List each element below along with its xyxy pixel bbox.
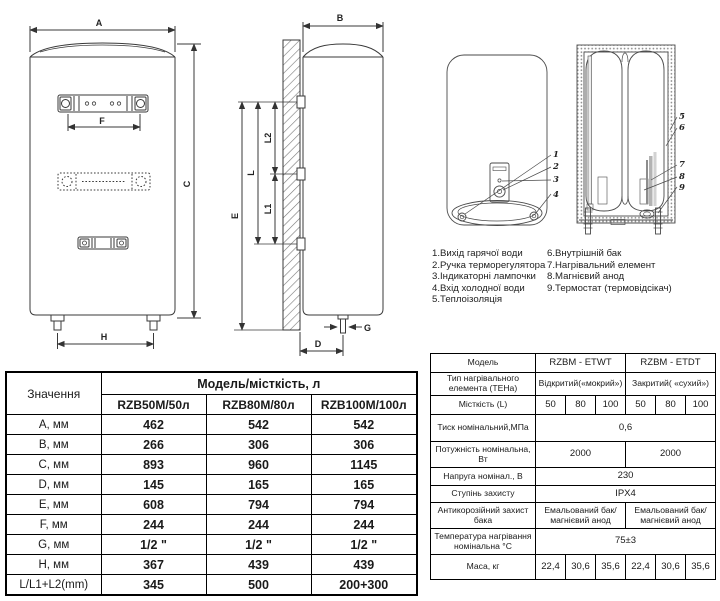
cell: Емальований бак/ магнієвий анод: [536, 503, 626, 529]
cross-section-drawing: [577, 45, 677, 234]
model-column-header: RZB50M/50л: [101, 395, 206, 415]
row-label: Температура нагрівання номінальна °С: [431, 529, 536, 555]
row-label: Місткість (L): [431, 396, 536, 415]
row-label: Потужність номінальна, Вт: [431, 442, 536, 468]
cell: RZBM - ETWT: [536, 354, 626, 373]
dim-g-label: G: [364, 323, 372, 333]
cell: 542: [311, 415, 417, 435]
dim-d-label: D: [314, 339, 322, 349]
legend-item: 8.Магнієвий анод: [547, 271, 625, 283]
cell: IPX4: [536, 486, 716, 503]
cell: 50: [626, 396, 656, 415]
cell: 439: [206, 555, 311, 575]
callout-6: 6: [679, 123, 685, 133]
row-label: Тиск номінальний,МПа: [431, 415, 536, 442]
cell: 100: [686, 396, 716, 415]
row-label: В, мм: [6, 435, 101, 455]
cell: 230: [536, 468, 716, 486]
legend-column-1: [432, 248, 545, 306]
callout-4: 4: [553, 190, 559, 200]
table-row: [431, 442, 716, 468]
cell: 1/2 ": [311, 535, 417, 555]
table-row: [431, 415, 716, 442]
callout-1: 1: [553, 150, 559, 160]
cell: Закритий( «сухий»): [626, 373, 716, 396]
cell: 30,6: [656, 555, 686, 580]
row-label: G, мм: [6, 535, 101, 555]
cell: 500: [206, 575, 311, 596]
row-label: Модель: [431, 354, 536, 373]
callout-5: 5: [679, 112, 685, 122]
cell: 30,6: [566, 555, 596, 580]
table-row: [431, 468, 716, 486]
legend-column-2: [547, 248, 672, 294]
cell: 50: [536, 396, 566, 415]
cell: 1145: [311, 455, 417, 475]
dim-f-label: F: [99, 116, 105, 126]
cell: RZBM - ETDT: [626, 354, 716, 373]
cell: Емальований бак/ магнієвий анод: [626, 503, 716, 529]
model-column-header: RZB80M/80л: [206, 395, 311, 415]
table-row: [431, 373, 716, 396]
cell: 345: [101, 575, 206, 596]
cell: 306: [311, 435, 417, 455]
table-row: [6, 435, 417, 455]
row-label: Антикорозійний захист бака: [431, 503, 536, 529]
row-label: Тип нагрівального елемента (ТЕНа): [431, 373, 536, 396]
construction-drawings: [430, 30, 720, 245]
table-row: [6, 455, 417, 475]
cell: 100: [596, 396, 626, 415]
row-label: С, мм: [6, 455, 101, 475]
legend-item: 9.Термостат (термовідсікач): [547, 282, 672, 294]
table-row: [431, 555, 716, 580]
row-label: F, мм: [6, 515, 101, 535]
cell: 960: [206, 455, 311, 475]
legend-item: 5.Теплоізоляція: [432, 294, 503, 306]
row-label: D, мм: [6, 475, 101, 495]
legend-item: 3.Індикаторні лампочки: [432, 271, 536, 283]
legend-item: 6.Внутрішній бак: [547, 248, 622, 259]
cell: 244: [311, 515, 417, 535]
row-label: Н, мм: [6, 555, 101, 575]
table-row: [431, 486, 716, 503]
cell: 35,6: [596, 555, 626, 580]
table-row: [6, 575, 417, 596]
cell: 1/2 ": [206, 535, 311, 555]
table-row: [6, 495, 417, 515]
dim-b-label: B: [336, 13, 344, 23]
cell: 608: [101, 495, 206, 515]
row-label: Ступінь захисту: [431, 486, 536, 503]
cell: 165: [311, 475, 417, 495]
cell: 462: [101, 415, 206, 435]
table-row: [431, 529, 716, 555]
dim-a-label: A: [95, 18, 103, 28]
cell: 306: [206, 435, 311, 455]
dim-h-label: H: [100, 332, 108, 342]
table-row: [6, 515, 417, 535]
dim-l-label: L: [246, 170, 256, 176]
cell: 80: [656, 396, 686, 415]
table-row: [6, 475, 417, 495]
table-row: [431, 354, 716, 373]
row-label: Напруга номінал., В: [431, 468, 536, 486]
cell: 75±3: [536, 529, 716, 555]
model-column-header: RZB100M/100л: [311, 395, 417, 415]
cell: 80: [566, 396, 596, 415]
legend-item: 1.Вихід гарячої води: [432, 248, 523, 259]
table-row: [431, 503, 716, 529]
callout-2: 2: [553, 162, 559, 172]
table-row: [6, 555, 417, 575]
cell: Відкритий(«мокрий»): [536, 373, 626, 396]
cell: 0,6: [536, 415, 716, 442]
specifications-table: [430, 353, 716, 580]
cell: 439: [311, 555, 417, 575]
cell: 22,4: [626, 555, 656, 580]
cell: 367: [101, 555, 206, 575]
cell: 244: [206, 515, 311, 535]
dimensions-table: [5, 371, 418, 596]
cell: 2000: [536, 442, 626, 468]
exterior-view-drawing: [447, 55, 551, 226]
table-header-model-group: Модель/місткість, л: [101, 372, 417, 395]
cell: 165: [206, 475, 311, 495]
callout-8: 8: [679, 172, 685, 182]
cell: 200+300: [311, 575, 417, 596]
front-view-drawing: [30, 26, 201, 349]
row-label: Е, мм: [6, 495, 101, 515]
row-label: Маса, кг: [431, 555, 536, 580]
table-header-values: Значення: [6, 372, 101, 415]
dim-l1-label: L1: [263, 203, 273, 215]
wall-hatch: [283, 40, 300, 330]
dim-e-label: E: [230, 212, 240, 220]
row-label: L/L1+L2(mm): [6, 575, 101, 596]
callout-3: 3: [553, 175, 559, 185]
cell: 266: [101, 435, 206, 455]
table-row: [6, 415, 417, 435]
cell: 244: [101, 515, 206, 535]
cell: 794: [206, 495, 311, 515]
cell: 794: [311, 495, 417, 515]
cell: 2000: [626, 442, 716, 468]
side-view-drawing: [234, 22, 383, 356]
row-label: А, мм: [6, 415, 101, 435]
cell: 893: [101, 455, 206, 475]
table-row: [431, 396, 716, 415]
cell: 145: [101, 475, 206, 495]
cell: 35,6: [686, 555, 716, 580]
legend-item: 2.Ручка терморегулятора: [432, 259, 546, 271]
cell: 1/2 ": [101, 535, 206, 555]
cell: 542: [206, 415, 311, 435]
dimensional-drawings: [0, 0, 430, 360]
callout-7: 7: [679, 160, 685, 170]
legend-item: 7.Нагрівальний елемент: [547, 259, 656, 271]
legend-item: 4.Вхід холодної води: [432, 282, 525, 294]
table-row: [6, 535, 417, 555]
dim-l2-label: L2: [263, 132, 273, 144]
cell: 22,4: [536, 555, 566, 580]
dim-c-label: C: [182, 180, 192, 188]
callout-9: 9: [679, 183, 685, 193]
